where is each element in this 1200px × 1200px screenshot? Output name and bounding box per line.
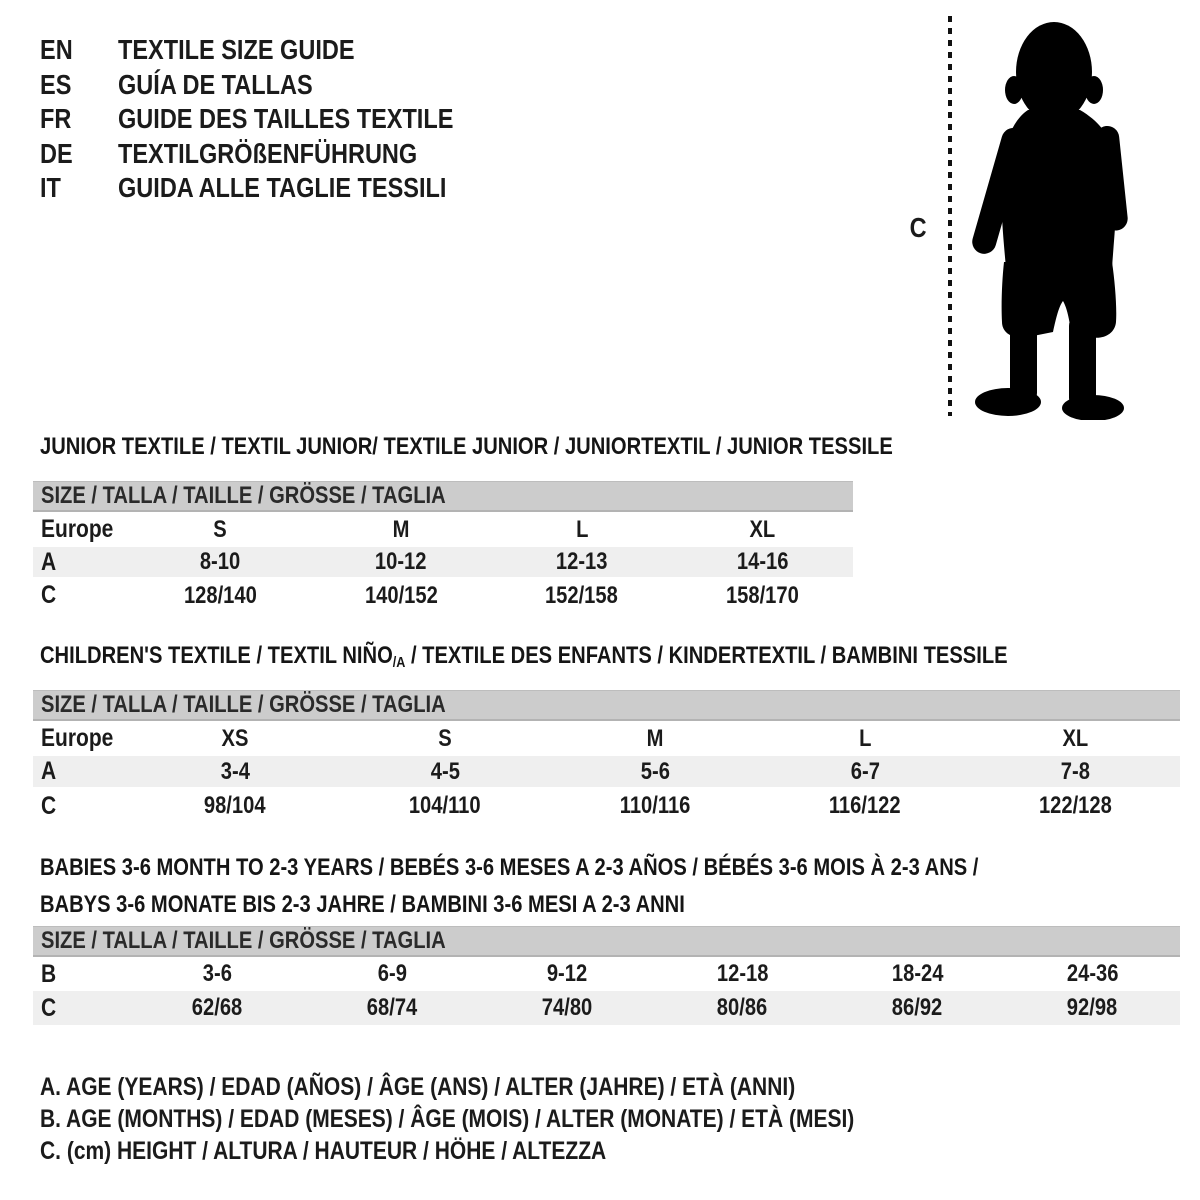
cell-value: 86/92: [892, 994, 943, 1021]
row-label-text: A: [41, 547, 57, 576]
row-label: [33, 724, 130, 753]
row-label: [33, 757, 130, 786]
size-header-label: SIZE / TALLA / TAILLE / GRÖSSE / TAGLIA: [41, 482, 446, 509]
table-cell: [130, 725, 340, 753]
table-cell: [1005, 960, 1180, 988]
language-code: EN: [40, 34, 73, 66]
table-cell: [1005, 994, 1180, 1022]
table-cell: [672, 516, 853, 544]
height-measure-line: [948, 16, 952, 416]
size-header-label: SIZE / TALLA / TAILLE / GRÖSSE / TAGLIA: [41, 691, 446, 718]
table-row-europe: [33, 721, 1180, 756]
babies-section-title: [40, 849, 1157, 923]
table-cell: [830, 994, 1005, 1022]
table-cell: [130, 994, 305, 1022]
cell-value: L: [575, 515, 589, 543]
cell-value: 62/68: [192, 994, 243, 1021]
table-cell: [311, 516, 492, 544]
cell-value: 80/86: [717, 994, 768, 1021]
cell-value: 12-18: [716, 960, 769, 987]
table-cell: [130, 548, 311, 576]
row-label-text: B: [41, 959, 57, 988]
language-row: [40, 33, 517, 68]
size-header-band: [33, 926, 1180, 957]
cell-value: 10-12: [375, 548, 427, 575]
table-row-height: [33, 787, 1180, 825]
height-measure-label: C: [909, 212, 927, 243]
row-label-text: C: [41, 581, 57, 609]
table-cell: [655, 994, 830, 1022]
measurement-legend: [40, 1071, 1009, 1167]
table-cell: [480, 960, 655, 988]
cell-value: S: [438, 724, 452, 752]
size-header-band: [33, 481, 853, 512]
table-cell: [340, 792, 550, 820]
table-cell: [130, 758, 340, 786]
row-label-text: C: [41, 993, 57, 1022]
table-cell: [492, 582, 673, 610]
cell-value: 68/74: [367, 994, 418, 1021]
junior-size-table: [33, 481, 853, 614]
baby-silhouette-icon: [966, 10, 1136, 420]
cell-value: 9-12: [547, 960, 588, 987]
row-label-text: C: [41, 791, 57, 820]
cell-value: 74/80: [542, 994, 593, 1021]
guide-title: TEXTILGRÖßENFÜHRUNG: [118, 137, 418, 169]
table-row-age: [33, 756, 1180, 787]
table-cell: [760, 758, 970, 786]
table-cell: [340, 725, 550, 753]
language-row: [40, 171, 517, 206]
babies-size-table: [33, 926, 1180, 1025]
cell-value: M: [646, 724, 664, 752]
legend-line-a: A. AGE (YEARS) / EDAD (AÑOS) / ÂGE (ANS) / ALTER (JAHRE) / ETÀ (ANNI): [40, 1072, 796, 1101]
cell-value: 3-4: [220, 757, 250, 785]
table-cell: [550, 725, 760, 753]
row-label-text: Europe: [41, 515, 114, 543]
cell-value: L: [858, 724, 872, 752]
table-cell: [492, 516, 673, 544]
cell-value: 122/128: [1038, 792, 1112, 819]
language-code: DE: [40, 137, 73, 169]
table-cell: [480, 994, 655, 1022]
row-label: [33, 960, 130, 989]
row-label: [33, 994, 130, 1023]
table-cell: [492, 548, 673, 576]
cell-value: S: [213, 515, 228, 543]
table-cell: [760, 792, 970, 820]
table-cell: [760, 725, 970, 753]
table-cell: [305, 994, 480, 1022]
children-section-title: [40, 642, 1192, 671]
row-label: [33, 792, 130, 821]
cell-value: M: [392, 515, 410, 543]
table-cell: [130, 792, 340, 820]
table-cell: [550, 792, 760, 820]
cell-value: 14-16: [736, 548, 789, 575]
table-row-europe: [33, 512, 853, 547]
language-row: [40, 102, 517, 137]
guide-title: GUÍA DE TALLAS: [118, 68, 313, 100]
table-row-height: [33, 991, 1180, 1025]
cell-value: 116/122: [829, 792, 901, 819]
title-text: / TEXTILE DES ENFANTS / KINDERTEXTIL / BAMBINI TESSILE: [405, 642, 1008, 669]
cell-value: 140/152: [364, 581, 438, 609]
cell-value: 152/158: [545, 581, 619, 609]
cell-value: 3-6: [202, 960, 233, 987]
language-code: ES: [40, 68, 72, 100]
cell-value: 110/116: [619, 792, 691, 819]
language-row: [40, 137, 517, 172]
table-cell: [130, 516, 311, 544]
language-code: IT: [40, 172, 61, 204]
row-label: [33, 515, 130, 544]
table-cell: [672, 582, 853, 610]
table-cell: [970, 792, 1180, 820]
cell-value: 12-13: [556, 548, 608, 575]
table-cell: [970, 725, 1180, 753]
title-text: BABYS 3-6 MONATE BIS 2-3 JAHRE / BAMBINI 3-6 MESI A 2-3 ANNI: [40, 891, 685, 918]
title-subscript: /A: [392, 654, 406, 671]
table-cell: [305, 960, 480, 988]
size-header-label: SIZE / TALLA / TAILLE / GRÖSSE / TAGLIA: [41, 927, 446, 954]
table-cell: [672, 548, 853, 576]
row-label-text: A: [41, 757, 57, 785]
table-cell: [970, 758, 1180, 786]
row-label-text: Europe: [41, 724, 114, 752]
cell-value: 18-24: [891, 960, 944, 987]
table-cell: [311, 582, 492, 610]
cell-value: 8-10: [200, 548, 241, 575]
title-text: CHILDREN'S TEXTILE / TEXTIL NIÑO: [40, 642, 393, 669]
cell-value: XS: [221, 724, 249, 752]
junior-section-title: JUNIOR TEXTILE / TEXTIL JUNIOR/ TEXTILE JUNIOR / JUNIORTEXTIL / JUNIOR TESSILE: [40, 433, 893, 460]
cell-value: 6-9: [377, 960, 408, 987]
guide-title: GUIDA ALLE TAGLIE TESSILI: [118, 172, 447, 204]
cell-value: 128/140: [183, 581, 257, 609]
size-header-band: [33, 690, 1180, 721]
cell-value: 104/110: [409, 792, 481, 819]
cell-value: 5-6: [640, 757, 670, 785]
language-row: [40, 68, 517, 103]
cell-value: 7-8: [1060, 757, 1090, 785]
row-label: [33, 548, 130, 577]
row-label: [33, 581, 130, 610]
table-cell: [130, 960, 305, 988]
table-cell: [311, 548, 492, 576]
cell-value: 6-7: [850, 757, 880, 785]
title-text: BABIES 3-6 MONTH TO 2-3 YEARS / BEBÉS 3-6 MESES A 2-3 AÑOS / BÉBÉS 3-6 MOIS À 2-3 ANS /: [40, 854, 979, 881]
legend-line-b: B. AGE (MONTHS) / EDAD (MESES) / ÂGE (MOIS) / ALTER (MONATE) / ETÀ (MESI): [40, 1104, 855, 1133]
cell-value: 98/104: [204, 792, 266, 819]
table-row-height: [33, 577, 853, 614]
language-title-list: [40, 33, 517, 206]
table-cell: [830, 960, 1005, 988]
cell-value: 92/98: [1067, 994, 1118, 1021]
cell-value: 24-36: [1066, 960, 1119, 987]
guide-title: GUIDE DES TAILLES TEXTILE: [118, 103, 454, 135]
table-cell: [130, 582, 311, 610]
cell-value: 158/170: [726, 581, 800, 609]
children-size-table: [33, 690, 1180, 825]
table-row-age-months: [33, 957, 1180, 991]
table-cell: [550, 758, 760, 786]
cell-value: 4-5: [430, 757, 460, 785]
table-cell: [655, 960, 830, 988]
table-cell: [340, 758, 550, 786]
legend-line-c: C. (cm) HEIGHT / ALTURA / HAUTEUR / HÖHE / ALTEZZA: [40, 1136, 607, 1165]
cell-value: XL: [1062, 724, 1088, 752]
table-row-age: [33, 547, 853, 577]
language-code: FR: [40, 103, 72, 135]
guide-title: TEXTILE SIZE GUIDE: [118, 34, 355, 66]
cell-value: XL: [749, 515, 776, 543]
